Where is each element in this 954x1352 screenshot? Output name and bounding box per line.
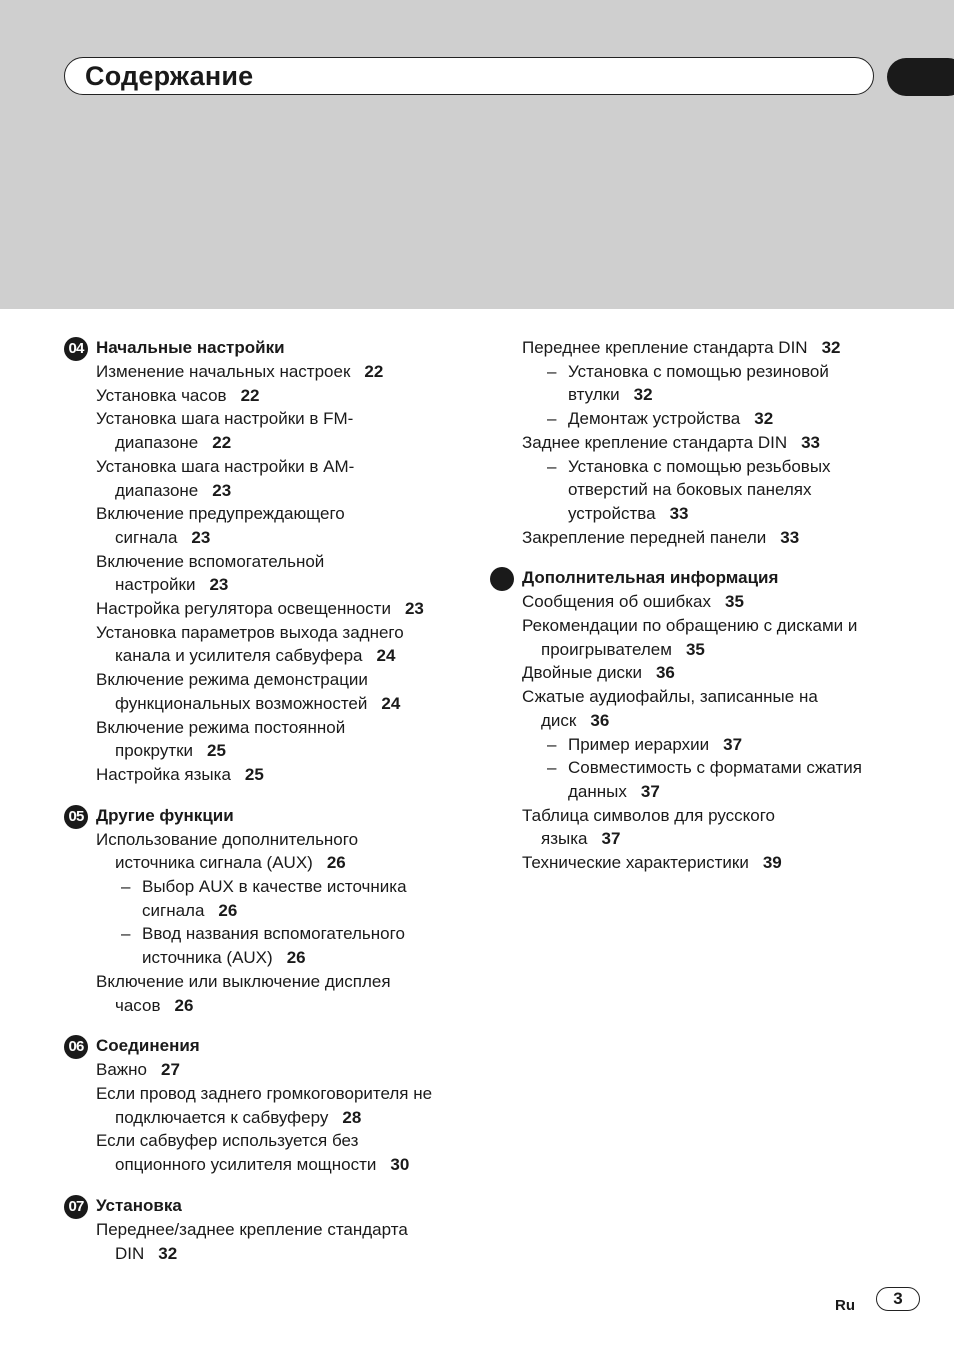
page-ref: 36 (590, 710, 610, 730)
toc-section (490, 336, 890, 549)
page-ref: 33 (669, 503, 689, 523)
page-ref: 24 (381, 693, 401, 713)
section-heading (490, 566, 890, 590)
toc-subentry[interactable] (64, 922, 464, 969)
entry-text: Заднее крепление стандарта DIN (522, 432, 788, 452)
toc-entry[interactable] (490, 336, 890, 360)
page-ref: 26 (174, 995, 194, 1015)
entry-line (96, 526, 464, 550)
subentry-dash: – (547, 456, 557, 476)
entry-text: Совместимость с форматами сжатия (568, 758, 862, 778)
entry-text: диапазоне (115, 433, 199, 453)
entry-text: Если сабвуфер используется без (96, 1131, 359, 1151)
section-heading (64, 1034, 464, 1058)
entry-text: Включение режима постоянной (96, 717, 346, 737)
page-ref: 26 (286, 948, 306, 968)
toc-entry[interactable] (64, 1082, 464, 1129)
entry-line (522, 804, 890, 828)
toc-entry[interactable] (64, 384, 464, 408)
entry-text: устройства (568, 503, 656, 523)
entry-line (96, 1058, 464, 1082)
entry-line (96, 479, 464, 503)
entry-text: функциональных возможностей (115, 693, 368, 713)
page-ref: 33 (780, 527, 800, 547)
entry-line (522, 661, 890, 685)
toc-entry[interactable] (64, 668, 464, 715)
entry-line (96, 597, 464, 621)
entry-text: данных (568, 781, 627, 801)
entry-line (522, 614, 890, 638)
toc-section (64, 336, 464, 787)
toc-right-column (490, 336, 890, 892)
toc-entry[interactable] (64, 621, 464, 668)
toc-subentry[interactable] (490, 756, 890, 803)
page-ref: 23 (209, 575, 229, 595)
page-ref: 35 (685, 639, 705, 659)
entry-text: Изменение начальных настроек (96, 362, 351, 381)
section-number-badge (490, 567, 514, 591)
toc-entry[interactable] (64, 550, 464, 597)
entry-line (96, 1242, 464, 1266)
toc-subentry[interactable] (64, 875, 464, 922)
entry-line (121, 875, 464, 899)
entry-line (522, 709, 890, 733)
page-ref: 37 (723, 734, 743, 754)
entry-text: сигнала (115, 527, 178, 547)
entry-line (547, 360, 890, 384)
page-ref: 32 (754, 409, 774, 429)
entry-line (522, 431, 890, 455)
page-ref: 23 (191, 527, 211, 547)
toc-section (490, 566, 890, 874)
entry-text: Включение предупреждающего (96, 504, 345, 524)
entry-text: Настройка регулятора освещенности (96, 599, 391, 619)
entry-line (96, 384, 464, 408)
entry-line (96, 550, 464, 574)
entry-line (96, 763, 464, 787)
entry-text: Пример иерархии (568, 734, 710, 754)
entry-text: Установка параметров выхода заднего (96, 622, 404, 642)
entry-line (96, 716, 464, 740)
entry-text: опционного усилителя мощности (115, 1155, 377, 1175)
header-band (0, 0, 954, 309)
page-ref: 37 (601, 829, 621, 849)
entry-text: диапазоне (115, 480, 199, 500)
entry-line (96, 970, 464, 994)
entry-line (522, 336, 890, 360)
toc-entry[interactable] (64, 597, 464, 621)
entry-text: источника сигнала (AUX) (115, 853, 313, 873)
entry-text: Рекомендации по обращению с дисками и (522, 616, 858, 636)
entry-text: сигнала (142, 900, 205, 920)
entry-text: языка (541, 829, 588, 849)
entry-text: канала и усилителя сабвуфера (115, 646, 363, 666)
toc-entry[interactable] (490, 526, 890, 550)
page-ref: 22 (240, 385, 260, 405)
entry-line (96, 1129, 464, 1153)
entry-line (96, 739, 464, 763)
entry-line (121, 899, 464, 923)
entry-text: Закрепление передней панели (522, 527, 767, 547)
toc-subentry[interactable] (490, 360, 890, 407)
language-label: Ru (835, 1297, 855, 1314)
toc-entry[interactable] (490, 661, 890, 685)
entry-line (96, 502, 464, 526)
subentry-dash: – (547, 409, 557, 429)
entry-text: проигрывателем (541, 639, 672, 659)
section-title: Начальные настройки (96, 338, 285, 357)
toc-entry[interactable] (64, 828, 464, 875)
entry-line (522, 851, 890, 875)
page-ref: 32 (633, 385, 653, 405)
entry-line (96, 621, 464, 645)
toc-entry[interactable] (64, 1129, 464, 1176)
section-number-badge: 05 (64, 805, 88, 829)
toc-entry[interactable] (490, 590, 890, 614)
entry-text: часов (115, 995, 161, 1015)
section-title: Установка (96, 1195, 182, 1215)
entry-text: Использование дополнительного (96, 829, 359, 849)
entry-line (547, 383, 890, 407)
toc-section (64, 1194, 464, 1265)
subentry-dash: – (121, 924, 131, 944)
entry-line (522, 590, 890, 614)
section-number-badge: 04 (64, 337, 88, 361)
page-ref: 28 (342, 1107, 362, 1127)
section-number-badge: 06 (64, 1035, 88, 1059)
toc-entry[interactable] (490, 431, 890, 455)
entry-line (547, 756, 890, 780)
entry-line (96, 1082, 464, 1106)
entry-text: Включение или выключение дисплея (96, 971, 391, 991)
entry-line (96, 1153, 464, 1177)
entry-text: Технические характеристики (522, 853, 749, 873)
toc-entry[interactable] (64, 716, 464, 763)
page-ref: 33 (801, 432, 821, 452)
toc-entry[interactable] (64, 407, 464, 454)
page-ref: 26 (218, 900, 238, 920)
page-ref: 25 (244, 764, 264, 784)
toc-entry[interactable] (64, 763, 464, 787)
entry-line (522, 526, 890, 550)
page-ref: 39 (762, 853, 782, 873)
entry-line (96, 851, 464, 875)
section-heading (64, 336, 464, 360)
page-ref: 22 (212, 433, 232, 453)
page-ref: 22 (364, 362, 384, 381)
entry-text: настройки (115, 575, 196, 595)
entry-line (547, 780, 890, 804)
page-ref: 25 (207, 741, 226, 761)
entry-line (96, 1218, 464, 1242)
entry-text: Сжатые аудиофайлы, записанные на (522, 687, 818, 707)
entry-line (121, 922, 464, 946)
entry-text: Установка с помощью резиновой (568, 361, 829, 381)
entry-text: Ввод названия вспомогательного (142, 924, 405, 944)
page-title: Содержание (85, 61, 254, 91)
entry-line (96, 668, 464, 692)
page-ref: 32 (821, 338, 841, 357)
subentry-dash: – (121, 877, 131, 897)
entry-line (96, 1106, 464, 1130)
toc-entry[interactable] (490, 614, 890, 661)
entry-text: источника (AUX) (142, 948, 273, 968)
page-ref: 37 (640, 781, 660, 801)
page-ref: 24 (376, 646, 396, 666)
entry-line (547, 407, 890, 431)
subentry-dash: – (547, 758, 557, 778)
entry-line (96, 573, 464, 597)
section-number-badge: 07 (64, 1195, 88, 1219)
entry-line (96, 431, 464, 455)
entry-line (547, 733, 890, 757)
entry-text: подключается к сабвуферу (115, 1107, 329, 1127)
toc-section (64, 804, 464, 1018)
toc-subentry[interactable] (490, 455, 890, 526)
entry-text: втулки (568, 385, 620, 405)
entry-line (96, 692, 464, 716)
page-ref: 23 (212, 480, 232, 500)
entry-text: Демонтаж устройства (568, 409, 741, 429)
entry-text: Включение вспомогательной (96, 551, 325, 571)
entry-text: прокрутки (115, 741, 194, 761)
toc-entry[interactable] (490, 804, 890, 851)
entry-text: Настройка языка (96, 764, 231, 784)
entry-line (121, 946, 464, 970)
entry-text: диск (541, 710, 577, 730)
entry-line (547, 478, 890, 502)
toc-subentry[interactable] (490, 733, 890, 757)
section-title: Соединения (96, 1036, 200, 1056)
entry-text: отверстий на боковых панелях (568, 480, 812, 500)
entry-line (96, 407, 464, 431)
entry-text: Установка с помощью резьбовых (568, 456, 831, 476)
page-ref: 36 (655, 663, 675, 683)
subentry-dash: – (547, 361, 557, 381)
entry-text: Установка часов (96, 385, 227, 405)
toc-section (64, 1034, 464, 1177)
toc-entry[interactable] (490, 851, 890, 875)
entry-text: Установка шага настройки в FM- (96, 409, 354, 429)
toc-entry[interactable] (490, 685, 890, 732)
entry-line (96, 644, 464, 668)
toc-entry[interactable] (64, 455, 464, 502)
section-title: Дополнительная информация (522, 568, 779, 588)
section-title: Другие функции (96, 805, 234, 825)
subentry-dash: – (547, 734, 557, 754)
entry-text: Если провод заднего громкоговорителя не (96, 1083, 433, 1103)
entry-line (547, 502, 890, 526)
entry-text: Двойные диски (522, 663, 642, 683)
section-heading (64, 804, 464, 828)
entry-line (96, 828, 464, 852)
entry-line (522, 685, 890, 709)
page-ref: 26 (326, 853, 346, 873)
entry-text: DIN (115, 1243, 145, 1263)
section-heading (64, 1194, 464, 1218)
entry-text: Таблица символов для русского (522, 805, 776, 825)
entry-line (96, 994, 464, 1018)
entry-line (522, 638, 890, 662)
chapter-tab (887, 58, 954, 96)
entry-text: Включение режима демонстрации (96, 670, 368, 690)
page-ref: 30 (390, 1155, 410, 1175)
page-ref: 35 (725, 592, 744, 612)
entry-text: Сообщения об ошибках (522, 592, 711, 612)
entry-text: Важно (96, 1060, 148, 1080)
title-bar (64, 57, 874, 95)
toc-entry[interactable] (64, 1218, 464, 1265)
page-ref: 32 (158, 1243, 178, 1263)
entry-text: Переднее/заднее крепление стандарта (96, 1219, 408, 1239)
page-ref: 23 (404, 599, 424, 619)
entry-line (547, 455, 890, 479)
toc-entry[interactable] (64, 970, 464, 1017)
toc-entry[interactable] (64, 1058, 464, 1082)
entry-text: Установка шага настройки в AM- (96, 456, 355, 476)
page-ref: 27 (161, 1060, 180, 1080)
entry-line (522, 827, 890, 851)
toc-entry[interactable] (64, 502, 464, 549)
toc-subentry[interactable] (490, 407, 890, 431)
toc-entry[interactable] (64, 360, 464, 384)
entry-line (96, 360, 464, 384)
entry-text: Выбор AUX в качестве источника (142, 877, 407, 897)
entry-text: Переднее крепление стандарта DIN (522, 338, 808, 357)
entry-line (96, 455, 464, 479)
page-number: 3 (876, 1287, 920, 1311)
toc-left-column (64, 336, 464, 1282)
